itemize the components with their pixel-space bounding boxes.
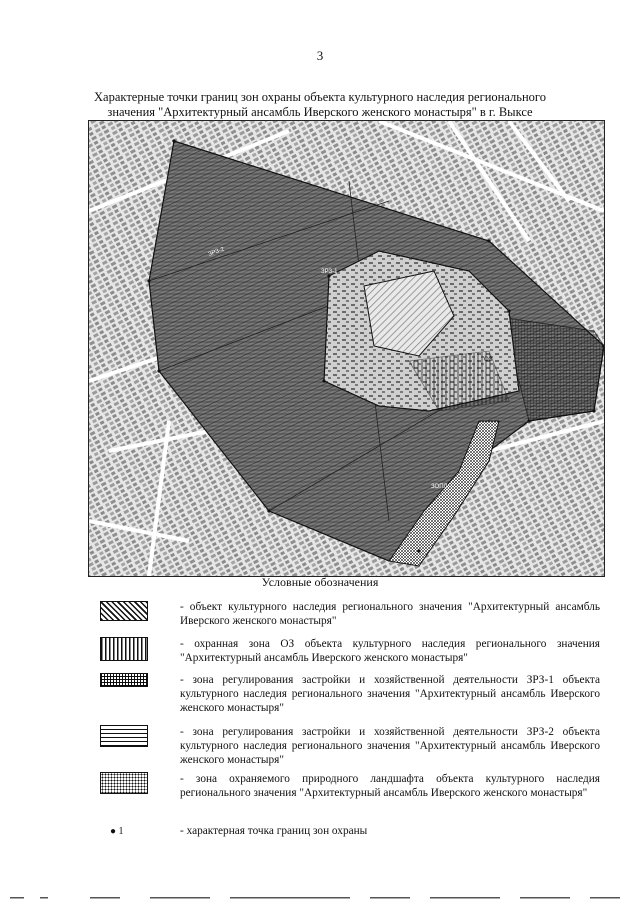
zone-label-zrz1: ЗРЗ-1 [321,269,338,275]
characteristic-point-icon: ● 1 [110,826,124,837]
legend-text-point: - характерная точка границ зон охраны [180,825,368,837]
legend-swatch-diagonal [100,601,148,621]
scan-noise [0,894,640,902]
zone-label-oz: ОЗ [484,357,493,363]
legend-text-oz: - охранная зона ОЗ объекта культурного наследия регионального значения "Архитектурный ансамбль Иверского женского монастыря" [180,638,600,664]
map-image [88,120,605,577]
legend-text-zopl: - зона охраняемого природного ландшафта объекта культурного наследия регионального значения "Архитектурный ансамбль Иверского женского монастыря" [180,773,600,799]
legend-swatch-grid [100,673,148,687]
legend-swatch-dots [100,772,148,794]
legend-text-zrz2: - зона регулирования застройки и хозяйственной деятельности ЗРЗ-2 объекта культурного наследия регионального значения "Архитектурный ансамбль Иверского женского монастыря" [180,726,600,766]
zone-label-zopl: ЗОПЛ [431,484,448,490]
zone-label-zrz2: ЗРЗ-2 [207,246,226,258]
legend-text-object: - объект культурного наследия регионального значения "Архитектурный ансамбль Иверского женского монастыря" [180,601,600,627]
page-number: 3 [316,48,324,63]
legend-swatch-vertical [100,637,148,661]
legend-title: Условные обозначения [261,575,379,589]
legend-swatch-horizontal [100,725,148,747]
map-title: Характерные точки границ зон охраны объекта культурного наследия регионального значения "Архитектурный ансамбль Иверского женского монастыря" в г. Выксе [94,90,546,119]
legend-text-zrz1: - зона регулирования застройки и хозяйственной деятельности ЗРЗ-1 объекта культурного наследия регионального значения "Архитектурный ансамбль Иверского женского монастыря" [180,674,600,714]
